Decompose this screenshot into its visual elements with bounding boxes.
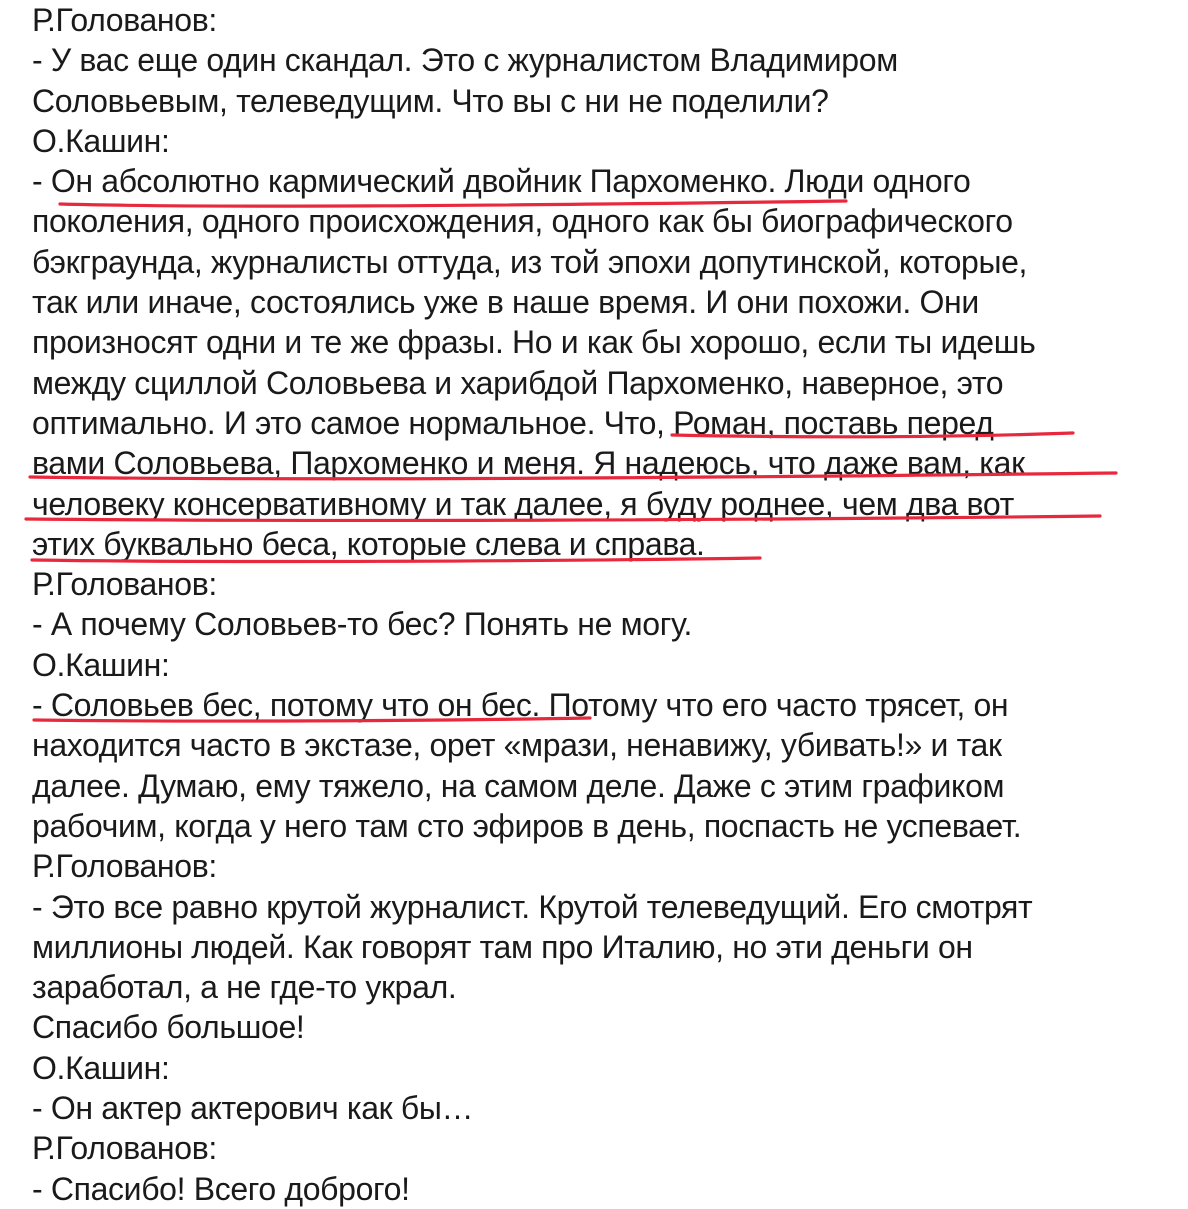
- text-line: - Он актер актерович как бы…: [32, 1090, 474, 1127]
- text-line: - Соловьев бес, потому что он бес. Потому что его часто трясет, он: [32, 687, 1009, 724]
- text-line: Р.Голованов:: [32, 848, 217, 885]
- text-line: далее. Думаю, ему тяжело, на самом деле. Даже с этим графиком: [32, 767, 1005, 804]
- text-line: Соловьевым, телеведущим. Что вы с ни не поделили?: [32, 82, 829, 119]
- text-line: находится часто в экстазе, орет «мрази, ненавижу, убивать!» и так: [32, 727, 1002, 764]
- text-line: человеку консервативному и так далее, я буду роднее, чем два вот: [32, 485, 1014, 522]
- text-line: Спасибо большое!: [32, 1009, 305, 1046]
- text-line: - А почему Соловьев-то бес? Понять не могу.: [32, 606, 692, 643]
- text-line: Р.Голованов:: [32, 1130, 217, 1167]
- text-line: произносят одни и те же фразы. Но и как бы хорошо, если ты идешь: [32, 324, 1036, 361]
- text-line: - Он абсолютно кармический двойник Пархоменко. Люди одного: [32, 163, 971, 200]
- text-line: заработал, а не где-то украл.: [32, 969, 457, 1006]
- text-line: между сциллой Соловьева и харибдой Пархоменко, наверное, это: [32, 364, 1004, 401]
- text-line: этих буквально беса, которые слева и справа.: [32, 525, 705, 562]
- text-line: - У вас еще один скандал. Это с журналистом Владимиром: [32, 42, 898, 79]
- text-line: Р.Голованов:: [32, 566, 217, 603]
- text-line: - Спасибо! Всего доброго!: [32, 1170, 410, 1207]
- text-line: О.Кашин:: [32, 122, 170, 159]
- text-line: рабочим, когда у него там сто эфиров в день, поспасть не успевает.: [32, 807, 1022, 844]
- text-line: поколения, одного происхождения, одного как бы биографического: [32, 203, 1013, 240]
- text-line: оптимально. И это самое нормальное. Что, Роман, поставь перед: [32, 404, 994, 441]
- transcript-text: [32, 0, 1172, 1209]
- text-line: - Это все равно крутой журналист. Крутой телеведущий. Его смотрят: [32, 888, 1033, 925]
- text-line: Р.Голованов:: [32, 2, 217, 38]
- text-line: миллионы людей. Как говорят там про Италию, но эти деньги он: [32, 928, 973, 965]
- text-line: О.Кашин:: [32, 1049, 170, 1086]
- text-line: О.Кашин:: [32, 646, 170, 683]
- text-line: вами Соловьева, Пархоменко и меня. Я надеюсь, что даже вам, как: [32, 445, 1025, 482]
- text-line: так или иначе, состоялись уже в наше время. И они похожи. Они: [32, 284, 979, 321]
- text-line: бэкграунда, журналисты оттуда, из той эпохи допутинской, которые,: [32, 243, 1028, 280]
